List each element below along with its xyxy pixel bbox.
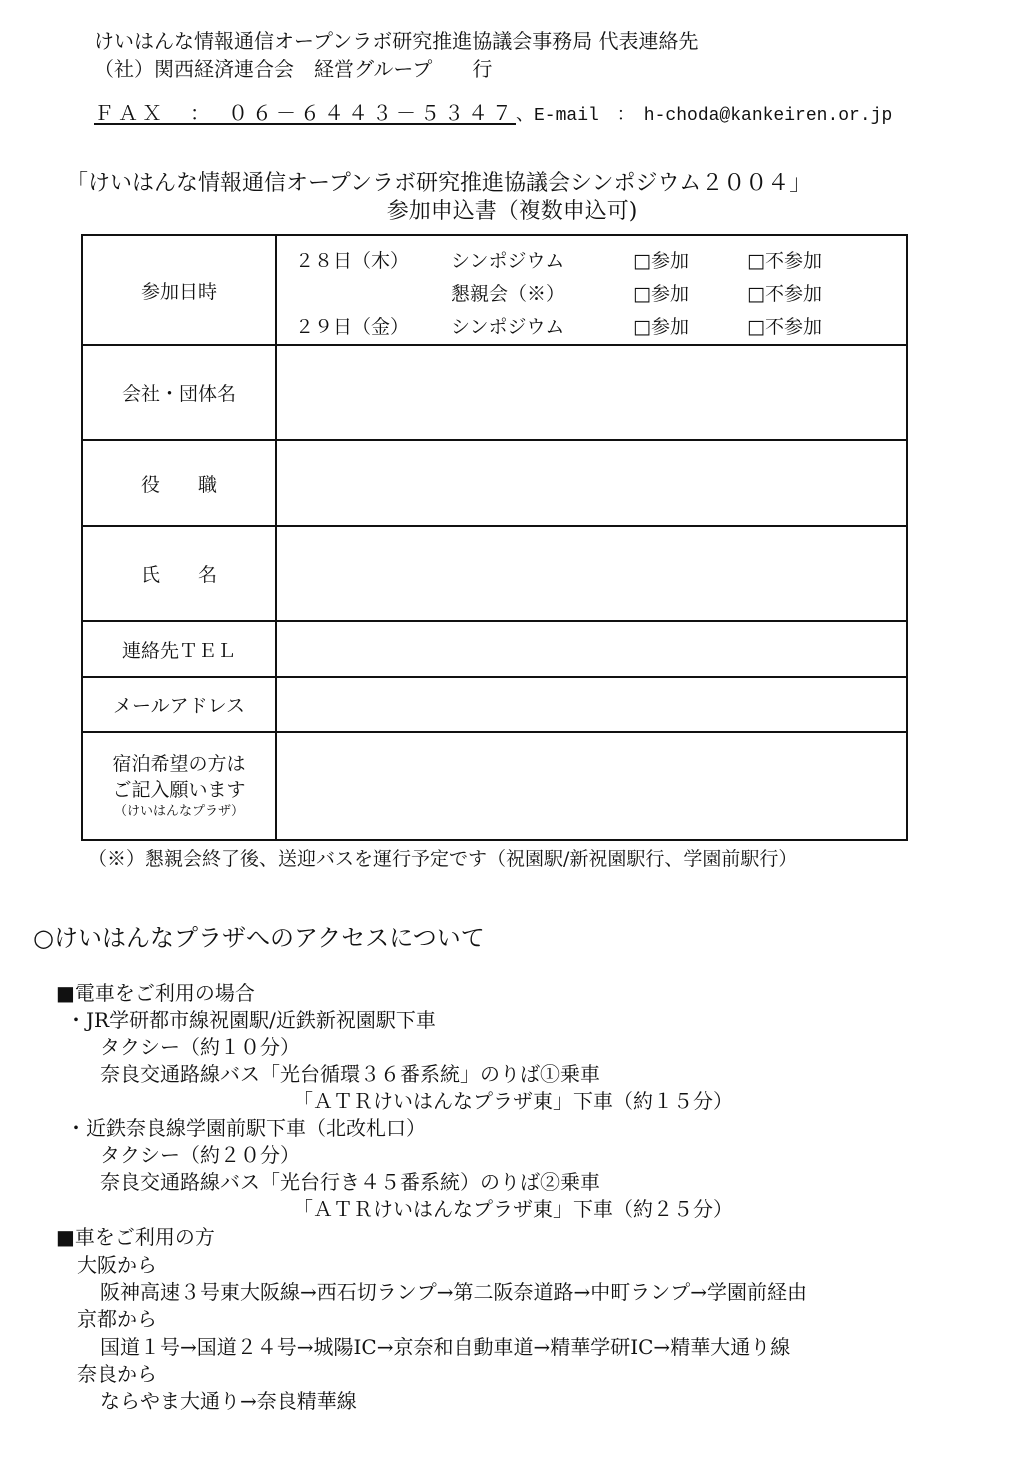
checkbox-attend-symposium-29[interactable]: □参加	[633, 316, 689, 338]
train-route-1-bus-stop: 「ＡＴＲけいはんなプラザ東」下車（約１５分）	[293, 1089, 733, 1113]
access-heading: ○けいはんなプラザへのアクセスについて	[33, 924, 485, 952]
tel-label: 連絡先ＴＥＬ	[82, 621, 276, 677]
lodging-label-line-3: （けいはんなプラザ）	[113, 804, 244, 819]
train-route-2-taxi: タクシー（約２０分）	[100, 1143, 300, 1167]
lodging-label-line-1: 宿泊希望の方は	[112, 753, 246, 775]
day-29: ２９日（金）	[295, 316, 410, 338]
train-route-1-taxi: タクシー（約１０分）	[100, 1035, 300, 1059]
from-kyoto: 京都から	[77, 1307, 157, 1331]
email-address[interactable]: 、E-mail ： h-choda@kankeiren.or.jp	[516, 106, 893, 126]
application-form	[81, 234, 908, 841]
fax-number: ＦＡＸ ： ０６－６４４３－５３４７	[94, 101, 516, 125]
car-heading: ■車をご利用の方	[56, 1225, 215, 1249]
kyoto-route: 国道１号→国道２４号→城陽IC→京奈和自動車道→精華学研IC→精華大通り線	[100, 1335, 791, 1359]
train-route-1-bus: 奈良交通路線バス「光台循環３６番系統」のりば①乗車	[100, 1062, 600, 1086]
email-field[interactable]	[276, 677, 907, 732]
checkbox-absent-reception[interactable]: □不参加	[747, 283, 822, 305]
train-route-2-bus: 奈良交通路線バス「光台行き４５番系統）のりば②乗車	[100, 1170, 600, 1194]
checkbox-absent-symposium-28[interactable]: □不参加	[747, 250, 822, 272]
nara-route: ならやま大通り→奈良精華線	[100, 1389, 357, 1413]
osaka-route: 阪神高速３号東大阪線→西石切ランプ→第二阪奈道路→中町ランプ→学園前経由	[100, 1280, 808, 1304]
lodging-field[interactable]	[276, 732, 907, 840]
name-field[interactable]	[276, 526, 907, 621]
day-28: ２８日（木）	[295, 250, 410, 272]
position-label: 役 職	[82, 440, 276, 526]
position-field[interactable]	[276, 440, 907, 526]
train-route-2-bus-stop: 「ＡＴＲけいはんなプラザ東」下車（約２５分）	[293, 1197, 733, 1221]
checkbox-attend-symposium-28[interactable]: □参加	[633, 250, 689, 272]
company-field[interactable]	[276, 345, 907, 440]
company-label: 会社・団体名	[82, 345, 276, 440]
date-options-cell	[276, 235, 907, 345]
from-osaka: 大阪から	[77, 1253, 157, 1277]
reception-note: （※）懇親会終了後、送迎バスを運行予定です（祝園駅/新祝園駅行、学園前駅行）	[88, 848, 798, 870]
date-label: 参加日時	[82, 235, 276, 345]
name-label: 氏 名	[82, 526, 276, 621]
train-route-2: ・近鉄奈良線学園前駅下車（北改札口）	[66, 1116, 426, 1140]
lodging-label-line-2: ご記入願います	[112, 779, 246, 801]
contact-line	[94, 100, 892, 129]
recipient-line-1: けいはんな情報通信オープンラボ研究推進協議会事務局 代表連絡先	[94, 29, 699, 53]
lodging-label	[82, 732, 276, 840]
recipient-line-2: （社）関西経済連合会 経営グループ 行	[94, 57, 493, 81]
document-subtitle: 参加申込書（複数申込可)	[386, 199, 638, 224]
from-nara: 奈良から	[77, 1362, 157, 1386]
checkbox-attend-reception[interactable]: □参加	[633, 283, 689, 305]
checkbox-absent-symposium-29[interactable]: □不参加	[747, 316, 822, 338]
train-heading: ■電車をご利用の場合	[56, 981, 255, 1005]
event-reception: 懇親会（※）	[451, 283, 566, 305]
email-label: メールアドレス	[82, 677, 276, 732]
document-title: 「けいはんな情報通信オープンラボ研究推進協議会シンポジウム２００４」	[66, 171, 812, 196]
train-route-1: ・JR学研都市線祝園駅/近鉄新祝園駅下車	[66, 1008, 436, 1032]
event-symposium-29: シンポジウム	[451, 316, 565, 338]
tel-field[interactable]	[276, 621, 907, 677]
event-symposium-28: シンポジウム	[451, 250, 565, 272]
